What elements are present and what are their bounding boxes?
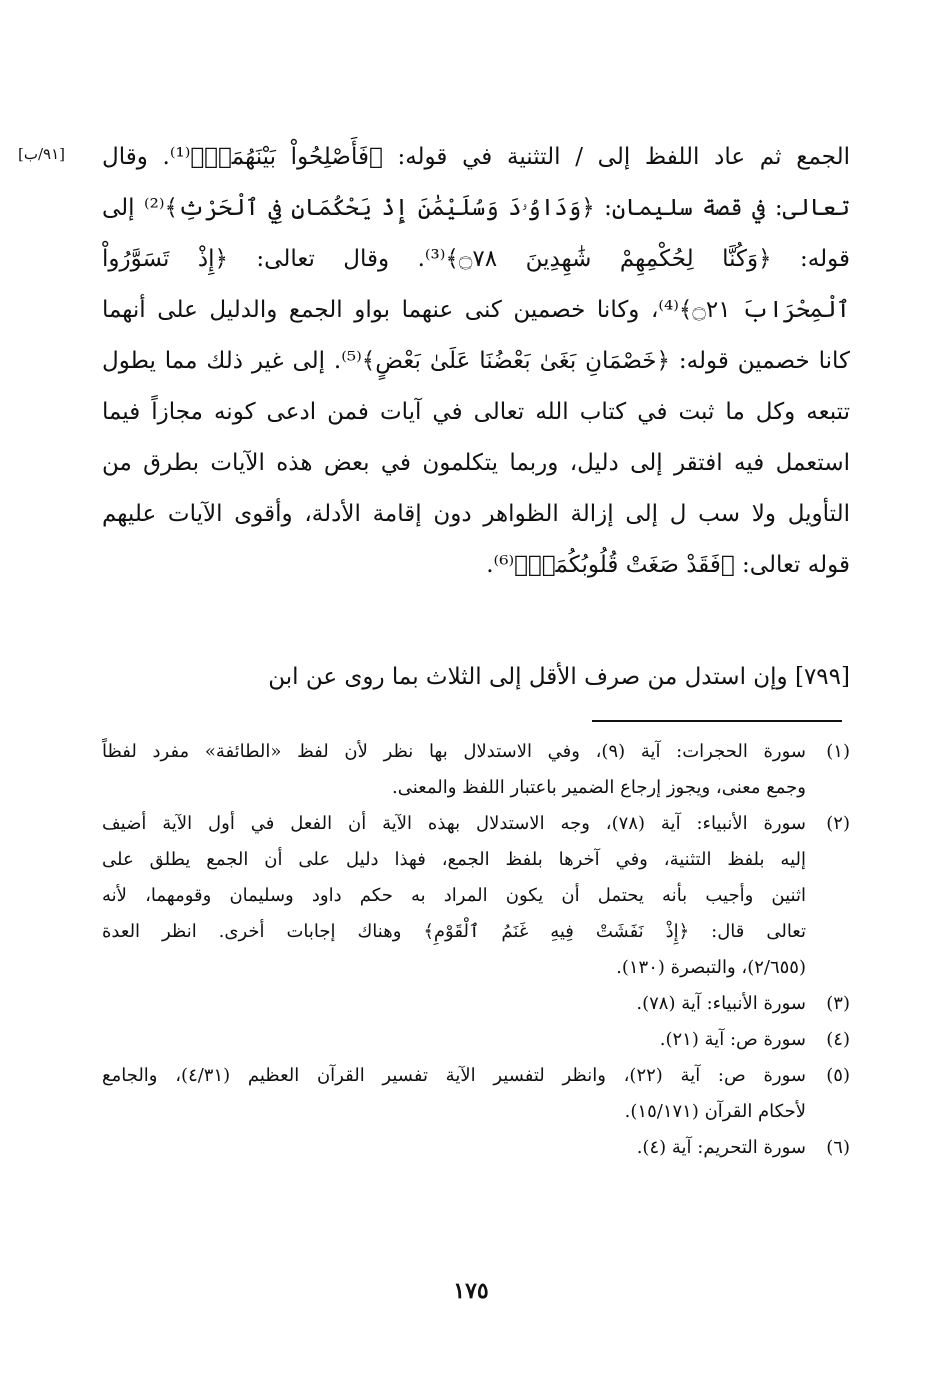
main-text-line: كانا خصمين قوله: ﴿خَصْمَانِ بَغَىٰ بَعْضُنَا عَلَىٰ بَعْضٍ﴾⁽⁵⁾. إلى غير ذلك مما يطول — [102, 348, 850, 374]
main-text-line: تعالى: في قصة سليمان: ﴿وَدَاوُۥدَ وَسُلَيْمَٰنَ إِذْ يَحْكُمَانِ فِي ٱلْحَرْثِ﴾⁽²⁾ إلى — [102, 195, 850, 221]
footnote-number: (١) — [826, 741, 850, 762]
main-text-line: قوله تعالى: ﴿فَقَدْ صَغَتْ قُلُوبُكُمَاۖ﴾⁽⁶⁾. — [486, 552, 850, 578]
footnote-line: إليه بلفظ التثنية، وفي آخرها بلفظ الجمع، فهذا دليل على أن الجمع يطلق على — [102, 849, 806, 870]
footnote-number: (٤) — [826, 1029, 850, 1050]
footnote — [102, 806, 850, 986]
footnote-line: سورة ص: آية (٢١). — [659, 1029, 806, 1050]
footnote — [102, 1058, 850, 1130]
footnote-number: (٥) — [826, 1065, 850, 1086]
main-text-line: استعمل فيه افتقر إلى دليل، وربما يتكلمون في بعض هذه الآيات بطرق من — [102, 450, 850, 476]
footnotes-block — [102, 734, 850, 1166]
footnote-line: سورة ص: آية (٢٢)، وانظر لتفسير الآية تفسير القرآن العظيم (٤/٣١)، والجامع — [102, 1065, 806, 1086]
footnote-number: (٢) — [826, 813, 850, 834]
footnote — [102, 734, 850, 806]
footnote — [102, 1130, 850, 1166]
footnote-divider — [592, 720, 842, 722]
footnote-line: اثنين وأجيب بأنه يحتمل أن يكون المراد به حكم داود وسليمان وقومهما، لأنه — [102, 885, 806, 906]
footnote-line: وجمع معنى، ويجوز إرجاع الضمير باعتبار اللفظ والمعنى. — [392, 777, 806, 798]
page-number: ١٧٥ — [453, 1278, 489, 1304]
main-text-line: ٱلْمِحْرَابَ ۝٢١﴾⁽⁴⁾، وكانا خصمين كنى عنهما بواو الجمع والدليل على أنهما — [102, 297, 850, 323]
footnote-line: سورة الأنبياء: آية (٧٨)، وجه الاستدلال بهذه الآية أن الفعل في أول الآية أضيف — [102, 813, 807, 834]
main-text-line: قوله: ﴿وَكُنَّا لِحُكْمِهِمْ شَٰهِدِينَ ۝٧٨﴾⁽³⁾. وقال تعالى: ﴿إِذْ تَسَوَّرُواْ — [102, 246, 850, 272]
footnote-line: لأحكام القرآن (١٥/١٧١). — [624, 1101, 806, 1122]
main-text-block — [102, 132, 850, 591]
section-line: [٧٩٩] وإن استدل من صرف الأقل إلى الثلاث بما روى عن ابن — [268, 664, 850, 690]
manuscript-folio-note: [٩١/ب] — [18, 145, 66, 163]
footnote-line: سورة التحريم: آية (٤). — [636, 1137, 806, 1158]
footnote-number: (٦) — [826, 1137, 850, 1158]
footnote — [102, 1022, 850, 1058]
footnote-line: تعالى قال: ﴿إِذْ نَفَشَتْ فِيهِ غَنَمُ ٱلْقَوْمِ﴾ وهناك إجابات أخرى. انظر العدة — [102, 921, 806, 942]
footnote-line: سورة الحجرات: آية (٩)، وفي الاستدلال بها نظر لأن لفظ «الطائفة» مفرد لفظاً — [102, 741, 806, 762]
main-text-line: تتبعه وكل ما ثبت في كتاب الله تعالى في آيات فمن ادعى كونه مجازاً فيما — [102, 399, 850, 425]
section-paragraph — [102, 652, 850, 703]
main-text-line: التأويل ولا سب ل إلى إزالة الظواهر دون إقامة الأدلة، وأقوى الآيات عليهم — [102, 501, 850, 527]
footnote-line: سورة الأنبياء: آية (٧٨). — [636, 993, 806, 1014]
footnote — [102, 986, 850, 1022]
main-text-line: الجمع ثم عاد اللفظ إلى / التثنية في قوله: ﴿فَأَصْلِحُواْ بَيْنَهُمَاۖ﴾⁽¹⁾. وقال — [102, 144, 851, 170]
footnote-number: (٣) — [826, 993, 850, 1014]
footnote-line: (٢/٦٥٥)، والتبصرة (١٣٠). — [616, 957, 806, 978]
